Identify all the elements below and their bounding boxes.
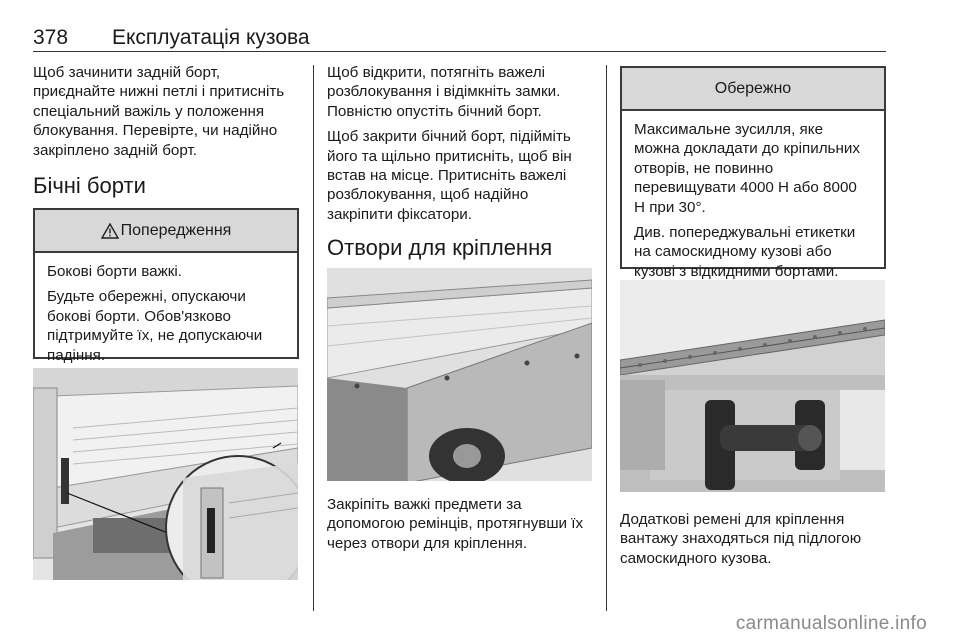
caution-box (620, 66, 886, 280)
illustration-tie-points (327, 268, 592, 481)
warning-title: Попередження (120, 221, 232, 239)
column-divider-1 (313, 65, 314, 611)
col2-text (327, 63, 597, 230)
caution-text-2: Див. попереджувальні етикетки на самоскидному кузові або кузові з відкидними бортами. (634, 224, 856, 280)
warning-text-1: Бокові борти важкі. (47, 263, 182, 280)
col2-text-2: Щоб закрити бічний борт, підійміть його та щільно притисніть, щоб він встав на місце. Притисніть важелі розблокування, щоб надійно закріпити фіксатори. (327, 128, 572, 223)
illustration-side-board-latch (33, 368, 298, 580)
caution-title: Обережно (714, 79, 792, 97)
header-rule (33, 51, 886, 52)
warning-text-2: Будьте обережні, опускаючи бокові борти. Обов'язково підтримуйте їх, не допускаючи падіння. (47, 288, 263, 364)
warning-body (35, 253, 297, 365)
col2-caption-text: Закріпіть важкі предмети за допомогою ремінців, протягнувши їх через отвори для кріплення. (327, 496, 584, 552)
col1-intro-text: Щоб зачинити задній борт, приєднайте нижні петлі і притисніть спеціальний важіль у положення блокування. Перевірте, чи надійно закріплено задній борт. (33, 64, 285, 159)
col2-caption (327, 495, 597, 559)
section-heading-side-boards: Бічні борти (33, 173, 146, 198)
illustration-underfloor-straps (620, 280, 885, 492)
col3-caption (620, 510, 890, 574)
section-heading-tie-points: Отвори для кріплення (327, 235, 553, 260)
watermark: carmanualsonline.info (735, 613, 927, 634)
caution-header (622, 68, 884, 111)
caution-text-1: Максимальне зусилля, яке можна докладати до кріпильних отворів, не повинно перевищувати 4000 Н або 8000 Н при 30°. (634, 121, 860, 216)
page-number: 378 (33, 26, 69, 49)
col2-text-1: Щоб відкрити, потягніть важелі розблокування і відімкніть замки. Повністю опустіть бічний борт. (327, 64, 561, 120)
column-divider-2 (606, 65, 607, 611)
warning-box (33, 208, 299, 364)
col3-caption-text: Додаткові ремені для кріплення вантажу знаходяться під підлогою самоскидного кузова. (620, 511, 862, 567)
col1-intro (33, 63, 301, 166)
caution-body (622, 111, 884, 281)
page-title: Експлуатація кузова (112, 26, 310, 49)
warning-header (35, 210, 297, 253)
warning-triangle-icon (101, 223, 119, 239)
